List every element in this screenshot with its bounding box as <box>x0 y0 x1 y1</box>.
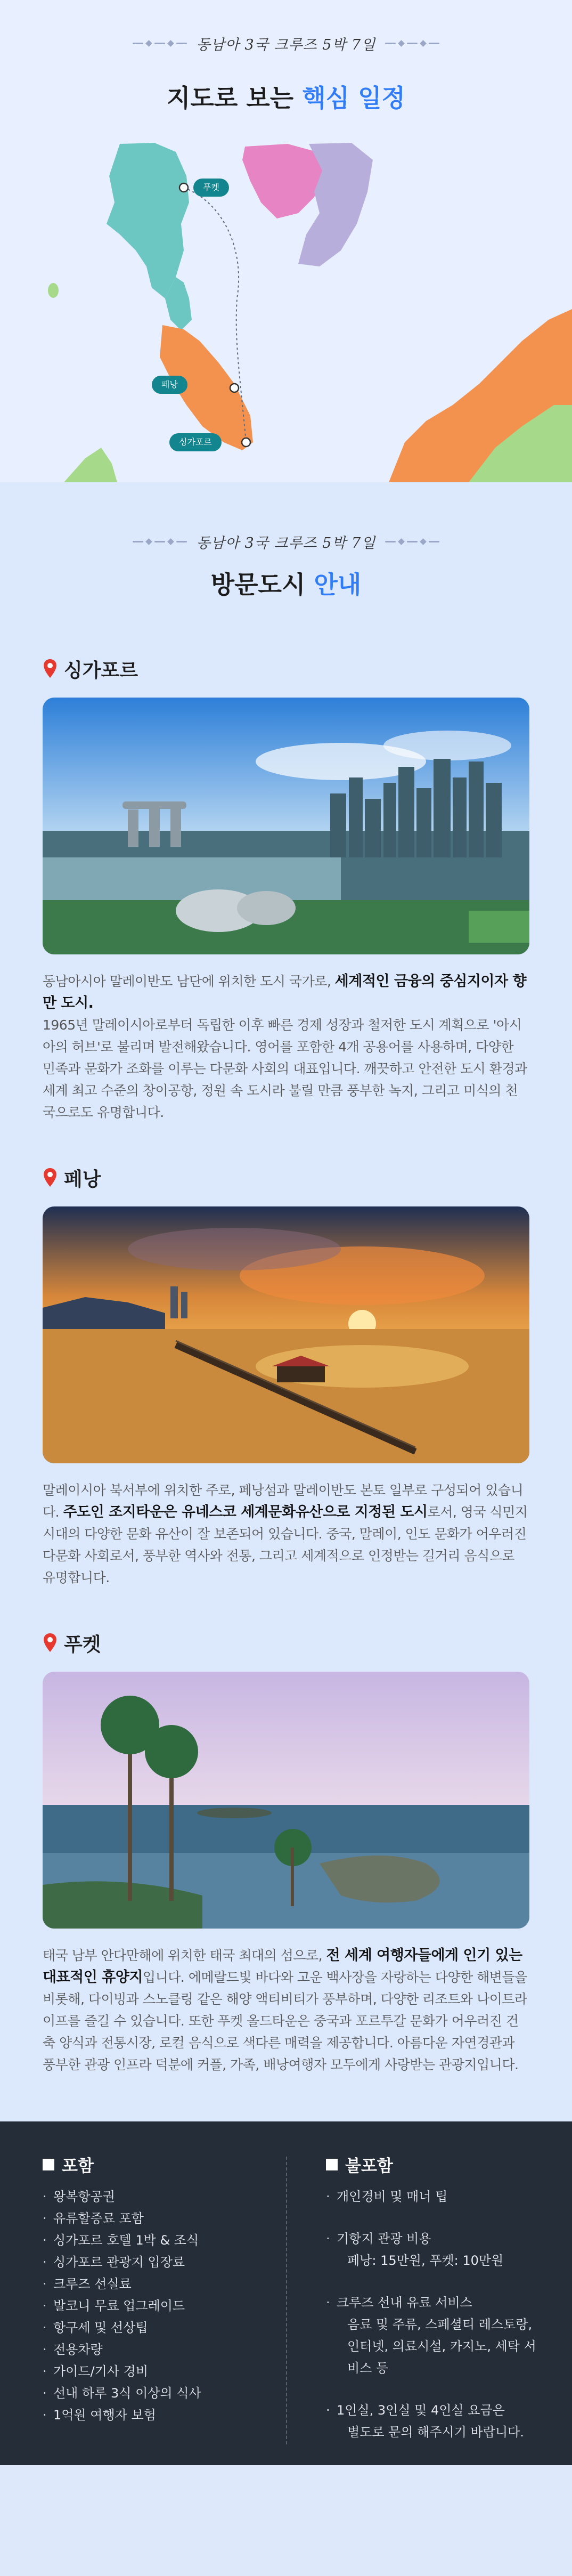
map-title-accent: 핵심 일정 <box>302 84 405 112</box>
included-list <box>43 2186 266 2426</box>
sumatra-region <box>64 448 117 482</box>
thailand-region <box>242 144 325 218</box>
excluded-list <box>326 2186 544 2443</box>
city-block-phuket <box>0 1628 572 2076</box>
penang-photo <box>43 1206 529 1463</box>
myanmar-region <box>107 143 189 298</box>
city-subtitle-row <box>0 531 572 552</box>
highlight-text: 주도인 조지타운은 유네스코 세계문화유산으로 지정된 도시 <box>63 1504 428 1520</box>
city-description: 동남아시아 말레이반도 남단에 위치한 도시 국가로, 세계적인 금융의 중심지이자 향만 도시. 1965년 말레이시아로부터 독립한 이후 빠른 경제 성장과 철저한 도시 계획으로 '아시아의 허브'로 불리며 발전해왔습니다. 영어를 포함한 4개 공용어를 사용하며, 다양한 민족과 문화가 조화를 이루는 다문화 사회의 대표입니다. 깨끗하고 안전한 도시 환경과 세계 최고 수준의 창이공항, 정원 속 도시라 불릴 만큼 풍부한 녹지, 그리고 미식의 천국으로도 유명합니다. <box>43 973 527 1120</box>
list-item: · 싱가포르 호텔 1박 & 조식 <box>43 2230 266 2251</box>
map-section <box>0 0 572 482</box>
list-item: · 크루즈 선내 유료 서비스 음료 및 주류, 스페셜티 레스토랑, 인터넷, 의료시설, 카지노, 세탁 서비스 등 <box>326 2292 544 2379</box>
excluded-column <box>326 2152 544 2464</box>
highlight-text: 전 세계 여행자들에게 인기 있는 대표적인 휴양지 <box>43 1947 522 1986</box>
map-pin-icon <box>43 659 58 679</box>
list-item: · 싱가포르 관광지 입장료 <box>43 2251 266 2273</box>
list-item: · 발코니 무료 업그레이드 <box>43 2295 266 2317</box>
city-block-singapore <box>0 654 572 1123</box>
city-name-label: 싱가포르 <box>64 659 138 682</box>
pin-label-phuket: 푸켓 <box>193 179 229 197</box>
list-item: · 왕복항공권 <box>43 2186 266 2208</box>
city-subtitle: 동남아 3국 크루즈 5박 7일 <box>196 535 376 552</box>
phuket-marker <box>179 183 188 192</box>
city-section <box>0 482 572 2121</box>
list-item: · 개인경비 및 매너 팁 <box>326 2186 544 2208</box>
city-heading <box>43 1163 529 1193</box>
pin-label-penang: 페낭 <box>152 376 187 394</box>
city-heading <box>43 654 529 684</box>
city-name-label: 푸켓 <box>64 1633 101 1656</box>
map-title: 지도로 보는 핵심 일정 <box>167 84 405 112</box>
column-divider <box>286 2157 287 2444</box>
city-section-header <box>0 531 572 638</box>
excluded-title: 불포함 <box>326 2152 544 2176</box>
square-bullet-icon <box>43 2159 54 2170</box>
left-ornament <box>133 539 187 544</box>
list-item: · 가이드/기사 경비 <box>43 2361 266 2383</box>
pin-label-singapore: 싱가포르 <box>169 433 222 451</box>
inclusion-footer <box>0 2121 572 2465</box>
list-item: · 전용차량 <box>43 2339 266 2361</box>
list-item: · 유류할증료 포함 <box>43 2208 266 2230</box>
phuket-photo <box>43 1672 529 1929</box>
included-column <box>43 2152 266 2426</box>
penang-marker <box>230 384 239 392</box>
city-description: 말레이시아 북서부에 위치한 주로, 페낭섬과 말레이반도 본토 일부로 구성되어 있습니다. 주도인 조지타운은 유네스코 세계문화유산으로 지정된 도시로서, 영국 식민지 시대의 다양한 문화 유산이 잘 보존되어 있습니다. 중국, 말레이, 인도 문화가 어우러진 다문화 사회로서, 풍부한 역사와 전통, 그리고 세계적으로 인정받는 길거리 음식으로 유명합니다. <box>43 1483 528 1585</box>
included-title: 포함 <box>43 2152 266 2176</box>
city-block-penang <box>0 1163 572 1589</box>
square-bullet-icon <box>326 2159 338 2170</box>
list-item: · 1억원 여행자 보험 <box>43 2404 266 2426</box>
map-subtitle: 동남아 3국 크루즈 5박 7일 <box>196 37 376 53</box>
list-item: · 선내 하루 3식 이상의 식사 <box>43 2383 266 2404</box>
singapore-photo <box>43 698 529 954</box>
city-name-label: 페낭 <box>64 1168 101 1190</box>
right-ornament <box>385 539 439 544</box>
list-item: · 1인실, 3인실 및 4인실 요금은 별도로 문의 해주시기 바랍니다. <box>326 2400 544 2443</box>
singapore-marker <box>242 438 250 447</box>
highlight-text: 세계적인 금융의 중심지이자 향만 도시. <box>43 973 527 1011</box>
route-map <box>0 0 572 482</box>
city-heading <box>43 1628 529 1658</box>
list-item: · 기항지 관광 비용 페낭: 15만원, 푸켓: 10만원 <box>326 2228 544 2272</box>
city-description: 태국 남부 안다만해에 위치한 태국 최대의 섬으로, 전 세계 여행자들에게 인기 있는 대표적인 휴양지입니다. 에메랄드빛 바다와 고운 백사장을 자랑하는 다양한 해변들을 비롯해, 다이빙과 스노클링 같은 해양 액티비티가 풍부하며, 다양한 리조트와 나이트라이프를 즐길 수 있습니다. 또한 푸켓 올드타운은 중국과 포르투갈 문화가 어우러진 건축 양식과 전통시장, 로컬 음식으로 색다른 매력을 제공합니다. 아름다운 자연경관과 풍부한 관광 인프라 덕분에 커플, 가족, 배낭여행자 모두에게 사랑받는 관광지입니다. <box>43 1947 527 2072</box>
small-island <box>48 283 59 298</box>
list-item: · 크루즈 선실료 <box>43 2273 266 2295</box>
city-section-title: 방문도시 안내 <box>210 570 362 599</box>
map-pin-icon <box>43 1633 58 1653</box>
list-item: · 항구세 및 선상팁 <box>43 2317 266 2339</box>
map-pin-icon <box>43 1168 58 1188</box>
